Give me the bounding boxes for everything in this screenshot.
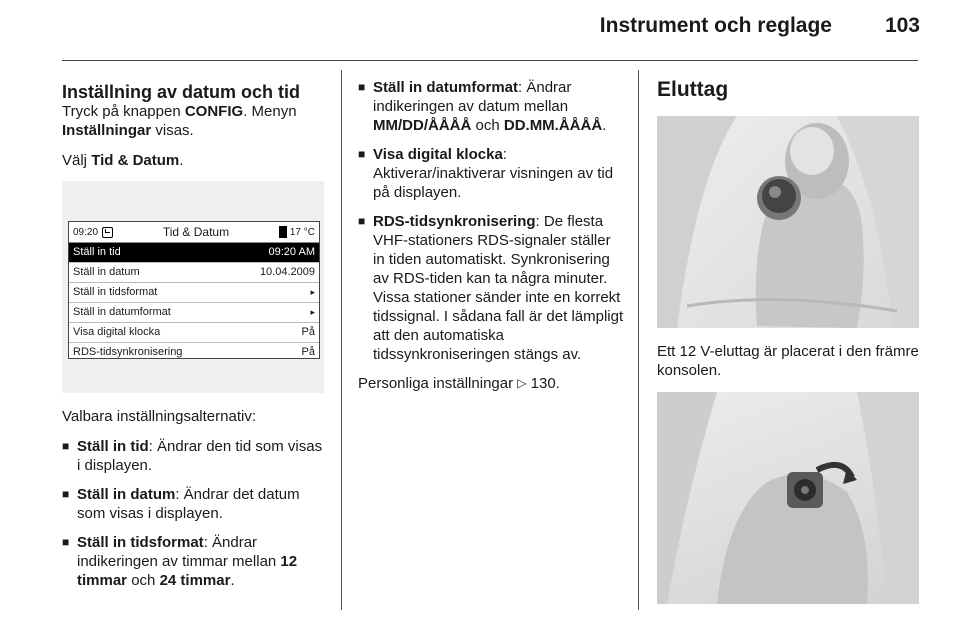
option-text: : Ändrar indikeringen av timmar mellan xyxy=(77,534,281,570)
display-row xyxy=(69,243,319,263)
config-button-label: CONFIG xyxy=(184,103,244,120)
option-text: . xyxy=(602,117,607,134)
option-term: Ställ in datumformat xyxy=(373,79,519,96)
display-row xyxy=(69,303,319,323)
thermometer-icon xyxy=(279,226,287,238)
option-term: Ställ in datum xyxy=(77,486,176,503)
page-header-title: Instrument och reglage xyxy=(599,14,832,37)
submenu-arrow-icon: ▸ xyxy=(310,287,315,297)
column-2 xyxy=(358,78,624,405)
option-text: : Ändrar det datum som visas i displayen. xyxy=(77,486,300,522)
xref-page: 130. xyxy=(526,375,560,392)
clock-icon xyxy=(102,227,113,238)
option-value: 12 timmar xyxy=(77,553,298,589)
option-text: : Aktiverar/inaktiverar visningen av tid på displayen. xyxy=(373,146,614,201)
xref-text: Personliga inställningar xyxy=(358,375,518,392)
display-row-label: Ställ in tidsformat xyxy=(73,286,158,298)
section-heading: Eluttag xyxy=(657,78,729,101)
power-outlet-photo xyxy=(657,392,919,604)
intro-text-3: visas. xyxy=(151,122,194,139)
power-outlet-illustration xyxy=(657,392,919,604)
list-item xyxy=(358,212,624,364)
display-screenshot xyxy=(62,181,324,393)
display-row-label: Ställ in tid xyxy=(73,246,121,258)
select-paragraph xyxy=(62,151,324,170)
option-value: 24 timmar xyxy=(159,572,231,589)
display-row-label: RDS-tidsynkronisering xyxy=(73,346,183,358)
intro-text-1: Tryck på knappen xyxy=(62,103,185,120)
display-row xyxy=(69,343,319,362)
cross-reference xyxy=(358,374,624,394)
options-intro: Valbara inställningsalternativ: xyxy=(62,408,256,425)
display-row xyxy=(69,283,319,303)
display-top-bar xyxy=(69,222,319,243)
display-temperature: 17 °C xyxy=(289,226,315,238)
intro-paragraph xyxy=(62,102,324,140)
header-rule xyxy=(62,60,918,61)
display-row-value: På xyxy=(301,326,315,338)
options-list xyxy=(62,437,324,590)
option-text: . xyxy=(230,572,235,589)
section-heading: Inställning av datum och tid xyxy=(62,82,301,102)
option-text: : Ändrar den tid som visas i displayen. xyxy=(77,438,323,474)
display-time: 09:20 xyxy=(73,226,99,238)
display-row-value: På xyxy=(301,346,315,358)
column-1 xyxy=(62,82,324,600)
option-value: MM/DD/ÅÅÅÅ xyxy=(373,117,472,134)
display-screen xyxy=(68,221,320,359)
display-row-value: 10.04.2009 xyxy=(259,266,315,278)
list-item xyxy=(358,78,624,135)
display-row xyxy=(69,323,319,343)
list-item xyxy=(62,437,324,475)
column-divider-2 xyxy=(638,70,639,610)
option-value: DD.MM.ÅÅÅÅ xyxy=(503,117,603,134)
option-text: och xyxy=(471,117,504,134)
submenu-arrow-icon: ▸ xyxy=(310,307,315,317)
display-row-label: Ställ in datum xyxy=(73,266,140,278)
column-3 xyxy=(657,78,919,604)
display-row xyxy=(69,263,319,283)
option-term: Ställ in tid xyxy=(77,438,149,455)
intro-text-2: . Menyn xyxy=(243,103,297,120)
page-number: 103 xyxy=(884,14,920,37)
gear-shift-illustration xyxy=(657,116,919,328)
display-title: Tid & Datum xyxy=(162,224,230,239)
display-row-label: Visa digital klocka xyxy=(73,326,161,338)
list-item xyxy=(62,533,324,590)
reference-arrow-icon: ▷ xyxy=(517,376,527,390)
gear-shift-photo xyxy=(657,116,919,328)
settings-menu-label: Inställningar xyxy=(62,122,152,139)
options-list xyxy=(358,78,624,364)
caption: Ett 12 V-eluttag är placerat i den främre konsolen. xyxy=(657,343,919,379)
select-text-2: . xyxy=(179,152,184,169)
time-date-label: Tid & Datum xyxy=(91,152,180,169)
display-row-label: Ställ in datumformat xyxy=(73,306,171,318)
option-text: och xyxy=(127,572,160,589)
display-row-value: 09:20 AM xyxy=(268,246,315,258)
option-text: : De flesta VHF-stationers RDS-signaler ställer in tiden automatiskt. Synkronisering av RDS-tiden kan ta några minuter. Vissa stationer sänder inte en korrekt tidssignal. I sådana fall är det lämpligt att den automatiska tidssynkroniseringen stängs av. xyxy=(373,213,624,363)
option-term: RDS-tidsynkronisering xyxy=(373,213,536,230)
column-divider-1 xyxy=(341,70,342,610)
list-item xyxy=(62,485,324,523)
option-text: : Ändrar indikeringen av datum mellan xyxy=(373,79,572,115)
option-term: Ställ in tidsformat xyxy=(77,534,204,551)
select-text-1: Välj xyxy=(62,152,92,169)
list-item xyxy=(358,145,624,202)
option-term: Visa digital klocka xyxy=(373,146,503,163)
